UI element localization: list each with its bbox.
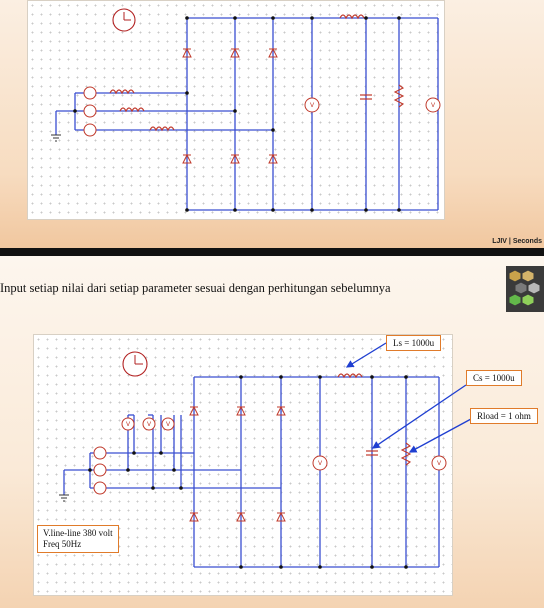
source-note-line2: Freq 50Hz <box>43 539 82 549</box>
slide-heading: Input setiap nilai dari setiap parameter sesuai dengan perhitungan sebelumnya <box>0 281 391 295</box>
source-note-line1: V.line-line 380 volt <box>43 528 113 538</box>
svg-text:V: V <box>317 460 323 467</box>
cs-callout: Cs = 1000u <box>466 370 522 386</box>
svg-text:V: V <box>125 421 131 428</box>
svg-text:V: V <box>309 102 315 109</box>
circuit-diagram-bottom <box>34 335 452 595</box>
clock-icon <box>123 352 147 376</box>
schematic-canvas-bottom[interactable] <box>33 334 453 596</box>
footer-tag: LJIV | Seconds <box>492 238 542 245</box>
svg-text:V: V <box>146 421 152 428</box>
svg-text:V: V <box>430 102 436 109</box>
rload-callout: Rload = 1 ohm <box>470 408 538 424</box>
schematic-canvas-top[interactable] <box>27 0 445 220</box>
svg-text:V: V <box>436 460 442 467</box>
hexagon-logo <box>506 266 544 312</box>
source-note <box>37 525 119 553</box>
clock-icon <box>113 9 135 31</box>
svg-text:V: V <box>165 421 171 428</box>
ls-callout: Ls = 1000u <box>386 335 441 351</box>
slide-divider <box>0 248 544 256</box>
circuit-diagram-top <box>28 1 444 219</box>
